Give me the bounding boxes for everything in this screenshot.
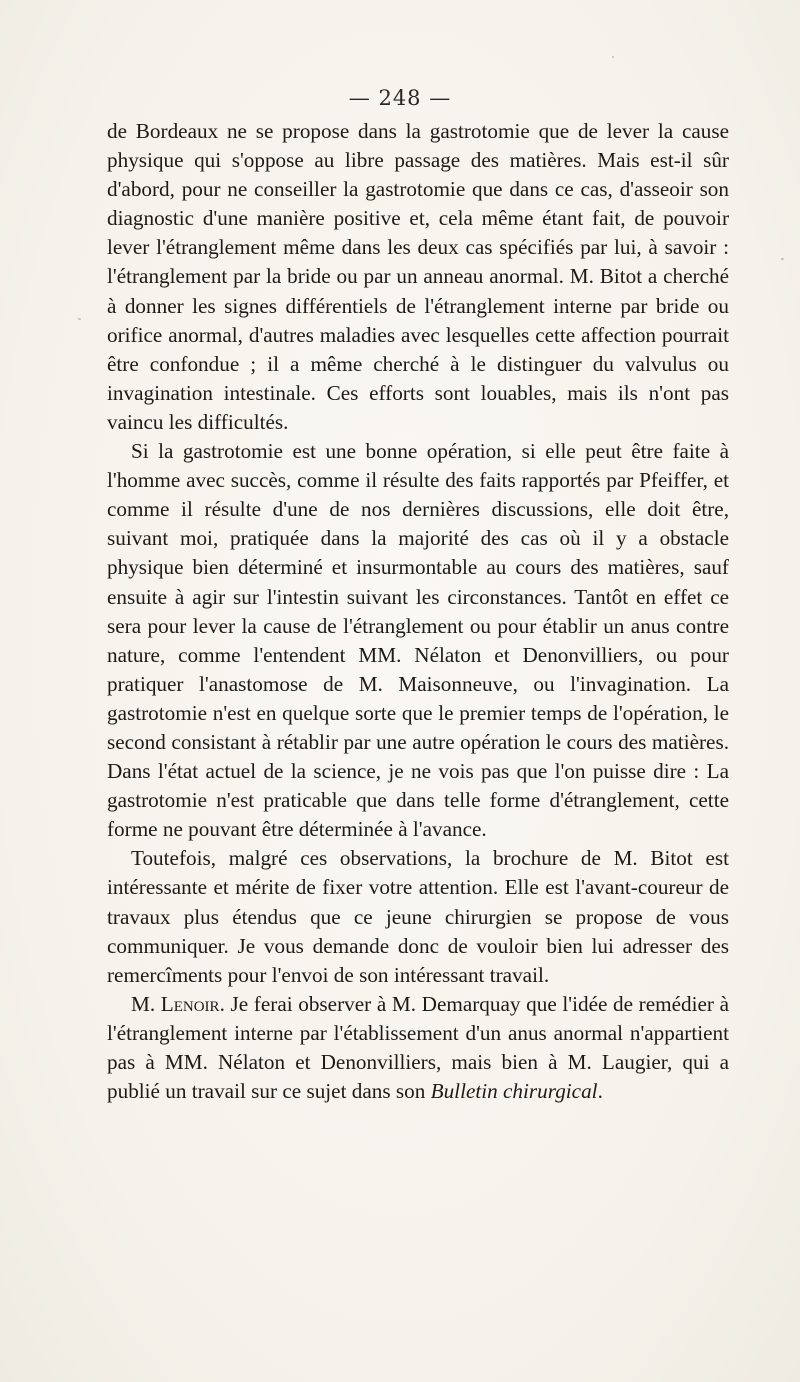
paper-speck	[612, 56, 614, 58]
speaker-name: Lenoir	[160, 991, 220, 1016]
paper-speck	[78, 318, 81, 320]
page-number: — 248 —	[348, 86, 452, 110]
paragraph-2: Si la gastrotomie est une bonne opération, si elle peut être faite à l'homme avec succès, comme il résulte des faits rapportés par Pfeiffer, et comme il résulte d'une de nos dernières discussions, elle doit être, suivant moi, pratiquée dans la majorité des cas où il y a obstacle physique bien déterminé et insurmontable au cours des matières, sauf ensuite à agir sur l'intestin suivant les circonstances. Tantôt en effet ce sera pour lever la cause de l'étranglement ou pour établir un anus contre nature, comme l'entendent MM. Nélaton et Denonvilliers, ou pour pratiquer l'anastomose de M. Maisonneuve, ou l'invagination. La gastrotomie n'est en quelque sorte que le premier temps de l'opération, le second consistant à rétablir par une autre opération le cours des matières. Dans l'état actuel de la science, je ne vois pas que l'on puisse dire : La gastrotomie n'est praticable que dans telle forme d'étranglement, cette forme ne pouvant être déterminée à l'avance.	[107, 439, 729, 842]
paper-speck	[781, 258, 784, 260]
body-text	[107, 117, 729, 1106]
paragraph-3: Toutefois, malgré ces observations, la brochure de M. Bitot est intéressante et mérite de fixer votre attention. Elle est l'avant-coureur de travaux plus étendus que ce jeune chirurgien se propose de vous communiquer. Je vous demande donc de vouloir bien lui adresser des remercîments pour l'envoi de son intéressant travail.	[107, 846, 729, 987]
paragraph-4-text: . Je ferai observer à M. Demarquay que l'idée de remédier à l'étranglement interne par l'établissement d'un anus anormal n'appartient pas à MM. Nélaton et Denonvilliers, mais bien à M. Laugier, qui a publié un travail sur ce sujet dans son	[107, 991, 729, 1104]
paragraph-4-end: .	[597, 1079, 603, 1104]
speaker-prefix: M.	[131, 991, 161, 1016]
paragraph-4	[107, 990, 729, 1106]
paragraph-1: de Bordeaux ne se propose dans la gastrotomie que de lever la cause physique qui s'oppose au libre passage des matières. Mais est-il sûr d'abord, pour ne conseiller la gastrotomie que dans ce cas, d'asseoir son diagnostic d'une manière positive et, cela même étant fait, de pouvoir lever l'étranglement même dans les deux cas spécifiés par lui, à savoir : l'étranglement par la bride ou par un anneau anormal. M. Bitot a cherché à donner les signes différentiels de l'étranglement interne par bride ou orifice anormal, d'autres maladies avec lesquelles cette affection pourrait être confondue ; il a même cherché à le distinguer du valvulus ou invagination intestinale. Ces efforts sont louables, mais ils n'ont pas vaincu les difficultés.	[107, 119, 729, 434]
publication-title: Bulletin chirurgical	[430, 1079, 598, 1104]
